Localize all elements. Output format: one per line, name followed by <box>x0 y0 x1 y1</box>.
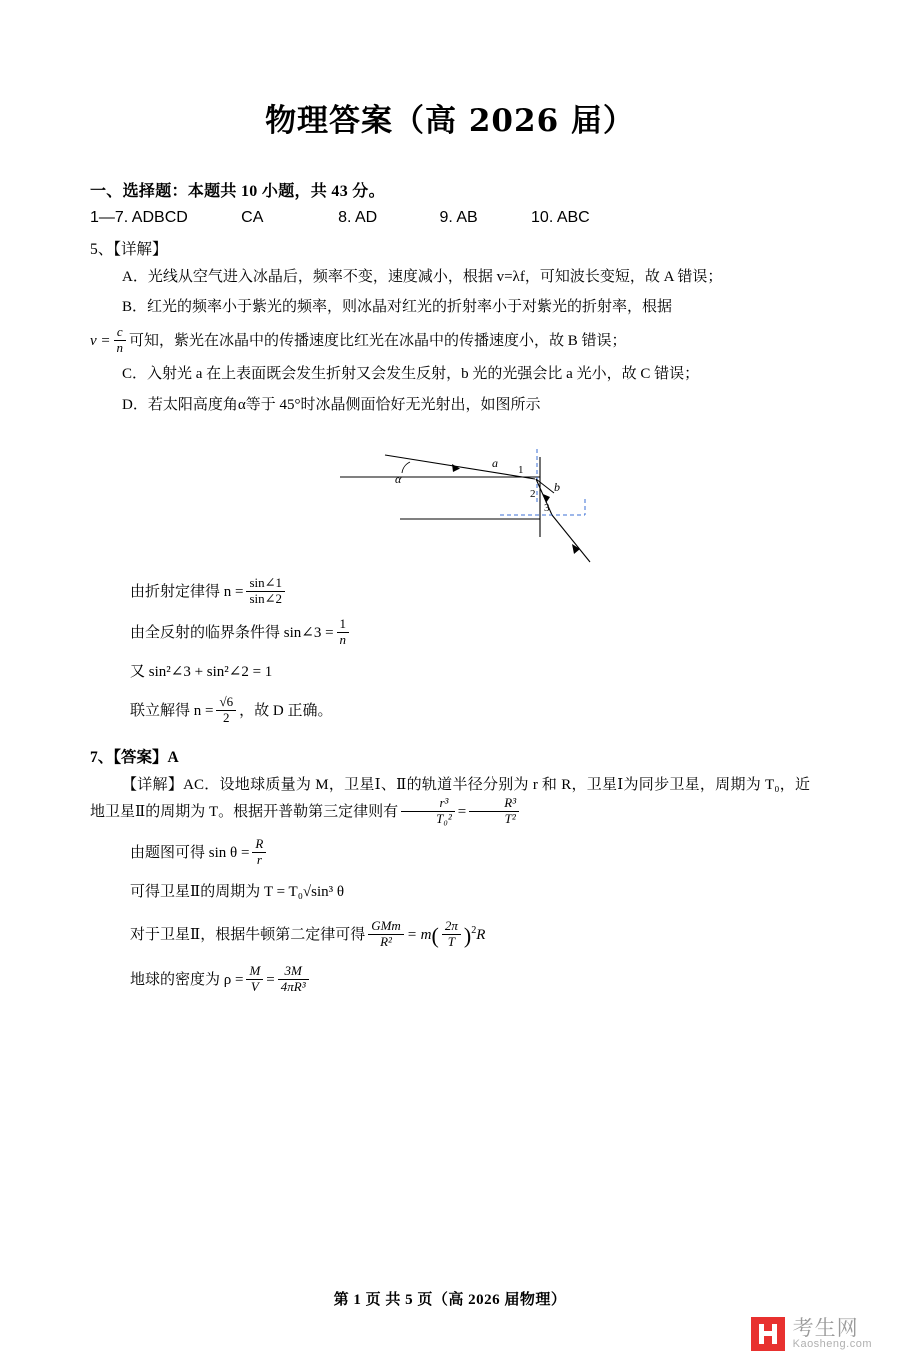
q7-kepler-rhs: $\frac{\text{R³}}{\text{T²}}$ <box>469 796 519 827</box>
watermark-cn: 考生网 <box>792 1316 859 1341</box>
svg-text:3: 3 <box>544 502 550 515</box>
q5-fraction-1: $\frac{\sin\angle 1}{\sin\angle 2}$ <box>246 576 285 607</box>
q7-fraction-5: $\frac{3M}{\text{4πR³}}$ <box>278 964 309 995</box>
watermark-en: Kaosheng.com <box>792 1338 872 1351</box>
section-heading-choice: 一、选择题：本题共 10 小题，共 43 分。 <box>90 183 385 200</box>
page-title: 物理答案（高 2026 届） <box>265 103 635 139</box>
q5-option-c: C．入射光 a 在上表面既会发生折射又会发生反射，b 光的光强会比 a 光小，故 C 错误； <box>122 366 700 383</box>
q7-fraction-2: $\frac{\text{GMm}}{\text{R²}}$ <box>368 919 404 950</box>
q5-option-a: A．光线从空气进入冰晶后，频率不变，速度减小，根据 v=λf，可知波长变短，故 A 错误； <box>122 269 723 285</box>
q5-math-line-1: 由折射定律得 n = $\frac{\sin\angle 1}{\sin\angle 2}$ <box>130 577 810 608</box>
q5-option-b-fraction: $\frac{c}{n}$ <box>114 325 127 356</box>
q5-fraction-2: $\frac{1}{n}$ <box>337 617 350 648</box>
q5-math-line-2: 由全反射的临界条件得 sin∠3 = $\frac{1}{n}$ <box>130 618 810 649</box>
svg-text:α: α <box>395 472 402 487</box>
watermark-logo-icon <box>751 1317 785 1351</box>
q7-math-line-1: 由题图可得 sin θ = $\frac{R}{r}$ <box>130 838 810 869</box>
q5-fraction-3: $\frac{√6}{2}$ <box>216 695 236 726</box>
svg-text:2: 2 <box>530 488 536 501</box>
q7-fraction-3: $\frac{2\pi}{T}$ <box>442 919 461 950</box>
q7-math-line-2: 可得卫星Ⅱ的周期为 T = T₀√sin³ θ <box>130 883 345 900</box>
q5-heading: 5、【详解】 <box>90 241 168 258</box>
document-body <box>90 178 810 996</box>
q7-math-line-3: 对于卫星Ⅱ，根据牛顿第二定律可得 $\frac{\text{GMm}}{\text{R²}}$ = m( $\frac{2\pi}{T}$ )$^2$R <box>130 918 486 950</box>
q7-heading: 7、【答案】A <box>90 748 179 766</box>
page-footer: 第 1 页 共 5 页（高 2026 届物理） <box>333 1292 567 1308</box>
q5-option-b-formula-line <box>90 323 810 357</box>
q7-fraction-4: $\frac{M}{V}$ <box>246 964 263 995</box>
choice-answers-line: 1—7. ADBCD CA 8. AD 9. AB 10. ABC <box>90 209 590 226</box>
watermark-text <box>793 1317 872 1351</box>
watermark <box>751 1317 872 1351</box>
refraction-diagram <box>90 427 810 567</box>
svg-text:1: 1 <box>518 464 524 477</box>
q5-option-b-text: B．红光的频率小于紫光的频率，则冰晶对红光的折射率小于对紫光的折射率，根据 <box>122 299 673 316</box>
q7-kepler-lhs: $\frac{\text{r³}}{\text{T₀²}}$ <box>401 796 455 827</box>
q5-option-b <box>90 295 810 319</box>
q7-detail: 【详解】AC．设地球质量为 M，卫星Ⅰ、Ⅱ的轨道半径分别为 r 和 R，卫星Ⅰ为同步卫星，周期为 T₀，近地卫星Ⅱ的周期为 T。根据开普勒第三定律则有 $\frac{\text{r³}}{\text{T₀²}}$ = $\frac{\text{R³}}{\text{T²}}$ <box>90 776 810 826</box>
svg-text:a: a <box>492 456 498 471</box>
document-page <box>0 95 900 1367</box>
svg-text:b: b <box>554 480 560 495</box>
q5-option-b-formula-lhs: v = <box>90 332 111 349</box>
q5-option-d: D．若太阳高度角α等于 45°时冰晶侧面恰好无光射出，如图所示 <box>122 396 541 413</box>
q5-math-line-4: 联立解得 n = $\frac{√6}{2}$ ，故 D 正确。 <box>130 693 333 725</box>
q5-math-line-3: 又 sin²∠3 + sin²∠2 = 1 <box>130 663 273 680</box>
q5-option-b-text-post: 可知，紫光在冰晶中的传播速度比红光在冰晶中的传播速度小，故 B 错误； <box>129 332 627 349</box>
q7-math-line-4: 地球的密度为 ρ = $\frac{M}{V}$ = $\frac{3M}{\text{4πR³}}$ <box>130 965 810 996</box>
q7-fraction-1: $\frac{R}{r}$ <box>252 837 266 868</box>
